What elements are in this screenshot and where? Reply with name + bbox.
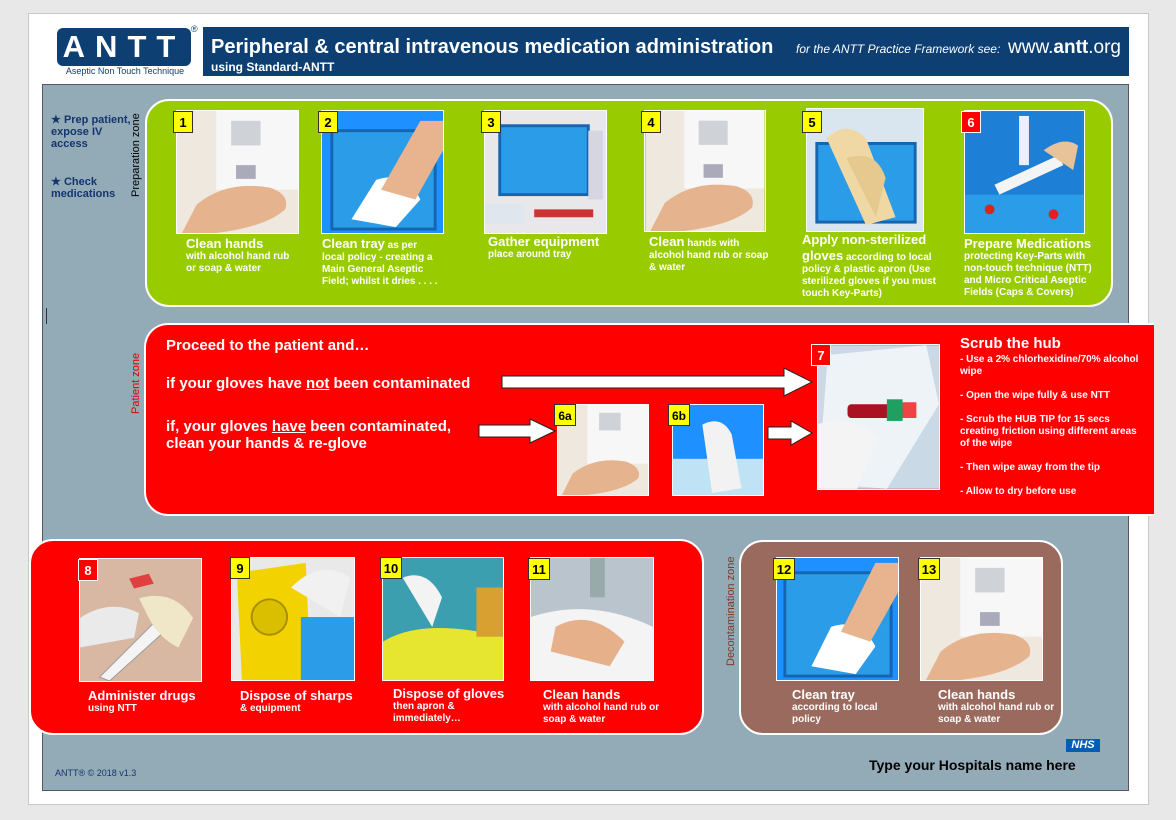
tray-wipe-icon	[322, 111, 443, 233]
step-9-caption	[240, 688, 370, 715]
registered-mark: ®	[191, 24, 198, 34]
step-6-number: 6	[961, 111, 981, 133]
step-11-detail: with alcohol hand rub or soap & water	[543, 702, 660, 725]
url-suffix: .org	[1088, 37, 1121, 58]
step-5-inline: according to local	[845, 252, 932, 263]
step-3-title: Gather equipment	[488, 234, 600, 249]
step-10-caption	[393, 686, 523, 725]
hand-dispenser-icon	[645, 111, 765, 231]
page-subtitle: using Standard-ANTT	[211, 60, 335, 74]
page-title: Peripheral & central intravenous medication administration	[211, 36, 774, 58]
tray-wipe-icon	[777, 558, 898, 680]
decontamination-zone-label: Decontamination zone	[725, 556, 737, 666]
url-bold: antt	[1053, 37, 1089, 58]
scrub-hub-item: - Open the wipe fully & use NTT	[960, 390, 1111, 401]
step-3-number: 3	[481, 111, 501, 133]
step-4-detail: alcohol hand rub or soap & water	[649, 250, 769, 273]
side-note-check	[51, 176, 131, 200]
header-bar	[203, 27, 1129, 76]
patient-zone-label: Patient zone	[130, 352, 142, 414]
scrub-hub-item: - Then wipe away from the tip	[960, 462, 1101, 473]
step-5-detail: policy & plastic apron (Use sterilized gloves if you must touch Key-Parts)	[802, 264, 936, 299]
step-7-photo	[817, 344, 940, 490]
step-4-photo	[644, 110, 766, 232]
not-contaminated-a: if your gloves have	[166, 375, 307, 392]
contaminated-u: have	[271, 418, 307, 435]
step-4-title: Clean	[649, 234, 685, 249]
step-6-title: Prepare Medications	[964, 236, 1092, 251]
step-2-detail: local policy - creating a Main General Aseptic Field; whilst it dries . . . .	[322, 252, 438, 287]
reference-url	[1008, 37, 1121, 59]
step-10-title: Dispose of gloves	[393, 686, 505, 701]
preparation-zone-label: Preparation zone	[130, 113, 142, 197]
scrub-hub-title: Scrub the hub	[960, 335, 1061, 352]
not-contaminated-b: been contaminated	[329, 375, 471, 392]
gloves-icon	[807, 109, 923, 231]
divider-mark	[46, 308, 47, 324]
iv-administer-icon	[80, 559, 201, 681]
step-9-detail: & equipment	[240, 703, 301, 714]
copyright: ANTT® © 2018 v1.3	[55, 768, 137, 778]
step-13-detail: with alcohol hand rub or soap & water	[938, 702, 1055, 725]
step-5-caption	[802, 232, 952, 300]
step-3-caption	[488, 234, 610, 261]
step-12-title: Clean tray	[792, 687, 855, 702]
step-11-number: 11	[528, 558, 550, 580]
step-1-detail: with alcohol hand rub or soap & water	[186, 251, 290, 274]
antt-logo: ANTT	[57, 28, 191, 66]
step-1-photo	[176, 110, 299, 234]
step-8-detail: using NTT	[88, 703, 137, 714]
step-1-number: 1	[173, 111, 193, 133]
scrub-hub-item: - Allow to dry before use	[960, 486, 1077, 497]
step-8-caption	[88, 688, 218, 715]
step-6-caption	[964, 236, 1104, 299]
step-2-title: Clean tray	[322, 236, 385, 251]
step-4-caption	[649, 234, 771, 274]
hospital-name[interactable]: Type your Hospitals name here	[869, 757, 1076, 773]
side-note-check-text: Check medications	[51, 176, 116, 200]
side-note-prep-text: Prep patient, expose IV access	[51, 114, 131, 150]
step-6b-number: 6b	[668, 404, 690, 426]
not-contaminated-u: not	[306, 375, 330, 392]
step-2-number: 2	[318, 111, 338, 133]
contaminated-a: if, your gloves	[166, 418, 272, 435]
contaminated-b: been contaminated,	[306, 418, 452, 435]
step-6-detail: protecting Key-Parts with non-touch technique (NTT) and Micro Critical Aseptic Fields (Caps & Covers)	[964, 251, 1092, 298]
step-7-number: 7	[811, 344, 831, 366]
step-5-number: 5	[802, 111, 822, 133]
step-4-number: 4	[641, 111, 661, 133]
scrub-hub-item: - Scrub the HUB TIP for 15 secs creating friction using different areas of the wipe	[960, 414, 1137, 449]
step-3-photo	[484, 110, 607, 234]
step-2-caption	[322, 236, 450, 288]
step-5-title: Apply non-sterilized gloves	[802, 232, 927, 263]
star-icon: ★	[51, 114, 61, 126]
not-contaminated-text	[166, 375, 470, 392]
syringe-prep-icon	[965, 111, 1084, 233]
step-6a-number: 6a	[554, 404, 576, 426]
step-12-number: 12	[773, 558, 795, 580]
nhs-logo: NHS	[1066, 739, 1100, 752]
patient-intro: Proceed to the patient and…	[166, 337, 370, 354]
scrub-hub-item: - Use a 2% chlorhexidine/70% alcohol wipe	[960, 354, 1139, 377]
logo-subtitle: Aseptic Non Touch Technique	[65, 66, 185, 76]
scrub-hub-list	[960, 354, 1140, 510]
step-10-number: 10	[380, 557, 402, 579]
contaminated-text	[166, 418, 451, 452]
step-12-caption	[792, 687, 902, 726]
url-prefix: www.	[1008, 37, 1054, 58]
sharps-bin-icon	[232, 558, 354, 680]
step-2-inline: as per	[387, 240, 418, 251]
arrow-right-short-icon	[478, 418, 556, 444]
step-13-number: 13	[918, 558, 940, 580]
step-10-detail: then apron & immediately…	[393, 701, 461, 724]
step-12-detail: according to local policy	[792, 702, 878, 725]
step-6-photo	[964, 110, 1085, 234]
arrow-right-to-hub-icon	[767, 420, 813, 446]
step-11-caption	[543, 687, 673, 726]
scrub-hub-icon	[818, 345, 939, 489]
step-1-title: Clean hands	[186, 236, 264, 251]
step-2-photo	[321, 110, 444, 234]
step-8-number: 8	[78, 559, 98, 581]
equipment-tray-icon	[485, 111, 606, 233]
contaminated-line2: clean your hands & re-glove	[166, 435, 367, 452]
step-4-inline: hands with	[687, 238, 740, 249]
step-11-title: Clean hands	[543, 687, 621, 702]
side-note-prep	[51, 114, 131, 150]
hand-dispenser-icon	[177, 111, 298, 233]
step-3-detail: place around tray	[488, 249, 572, 260]
reference-note: for the ANTT Practice Framework see:	[796, 42, 1001, 56]
step-13-caption	[938, 687, 1058, 726]
step-9-title: Dispose of sharps	[240, 688, 353, 703]
step-8-title: Administer drugs	[88, 688, 196, 703]
step-9-number: 9	[230, 557, 250, 579]
step-13-title: Clean hands	[938, 687, 1016, 702]
step-5-photo	[806, 108, 924, 232]
step-1-caption	[186, 236, 301, 275]
arrow-right-long-icon	[501, 367, 813, 397]
star-icon: ★	[51, 176, 61, 188]
